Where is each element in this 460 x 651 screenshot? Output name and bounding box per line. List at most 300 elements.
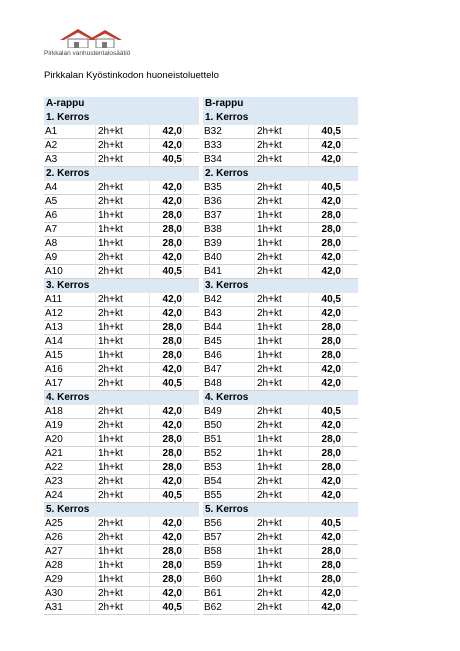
empty-cell bbox=[342, 531, 358, 545]
empty-cell bbox=[342, 489, 358, 503]
apartment-type: 2h+kt bbox=[254, 293, 308, 307]
apartment-type: 2h+kt bbox=[95, 363, 149, 377]
empty-cell bbox=[183, 209, 199, 223]
empty-cell bbox=[342, 293, 358, 307]
apartment-area: 28,0 bbox=[149, 545, 183, 559]
table-row bbox=[44, 251, 199, 265]
floor-header: 4. Kerros bbox=[203, 391, 358, 405]
apartment-id: B37 bbox=[203, 209, 254, 223]
apartment-id: A13 bbox=[44, 321, 95, 335]
empty-cell bbox=[183, 293, 199, 307]
apartment-type: 1h+kt bbox=[95, 321, 149, 335]
apartment-id: B53 bbox=[203, 461, 254, 475]
apartment-id: A25 bbox=[44, 517, 95, 531]
apartment-area: 40,5 bbox=[308, 125, 342, 139]
apartment-area: 42,0 bbox=[308, 419, 342, 433]
apartment-id: A16 bbox=[44, 363, 95, 377]
apartment-type: 2h+kt bbox=[254, 587, 308, 601]
empty-cell bbox=[183, 447, 199, 461]
apartment-type: 2h+kt bbox=[254, 181, 308, 195]
table-row bbox=[203, 181, 358, 195]
table-row bbox=[44, 461, 199, 475]
empty-cell bbox=[342, 335, 358, 349]
apartment-type: 2h+kt bbox=[254, 125, 308, 139]
table-row bbox=[203, 307, 358, 321]
empty-cell bbox=[342, 363, 358, 377]
apartment-id: A27 bbox=[44, 545, 95, 559]
empty-cell bbox=[183, 265, 199, 279]
apartment-area: 28,0 bbox=[149, 433, 183, 447]
apartment-type: 2h+kt bbox=[95, 181, 149, 195]
apartment-id: B39 bbox=[203, 237, 254, 251]
apartment-id: A7 bbox=[44, 223, 95, 237]
apartment-id: A3 bbox=[44, 153, 95, 167]
empty-cell bbox=[183, 237, 199, 251]
apartment-type: 2h+kt bbox=[254, 139, 308, 153]
apartment-type: 2h+kt bbox=[95, 531, 149, 545]
apartment-type: 2h+kt bbox=[254, 153, 308, 167]
apartment-type: 1h+kt bbox=[254, 573, 308, 587]
apartment-type: 2h+kt bbox=[95, 251, 149, 265]
table-row bbox=[203, 265, 358, 279]
table-row bbox=[203, 377, 358, 391]
table-row bbox=[44, 153, 199, 167]
floor-header: 1. Kerros bbox=[44, 111, 199, 125]
table-row bbox=[203, 531, 358, 545]
apartment-id: B62 bbox=[203, 601, 254, 615]
apartment-area: 28,0 bbox=[149, 321, 183, 335]
apartment-area: 28,0 bbox=[149, 447, 183, 461]
table-row bbox=[203, 223, 358, 237]
empty-cell bbox=[183, 461, 199, 475]
table-row bbox=[203, 209, 358, 223]
apartment-area: 42,0 bbox=[149, 125, 183, 139]
apartment-area: 28,0 bbox=[149, 237, 183, 251]
apartment-area: 42,0 bbox=[149, 587, 183, 601]
table-row bbox=[203, 405, 358, 419]
table-row bbox=[44, 237, 199, 251]
stairwell-header: B-rappu bbox=[203, 97, 358, 111]
table-row bbox=[44, 195, 199, 209]
apartment-id: A9 bbox=[44, 251, 95, 265]
table-row bbox=[44, 489, 199, 503]
floor-header: 1. Kerros bbox=[203, 111, 358, 125]
empty-cell bbox=[342, 223, 358, 237]
floor-header: 3. Kerros bbox=[203, 279, 358, 293]
empty-cell bbox=[342, 237, 358, 251]
apartment-area: 42,0 bbox=[149, 405, 183, 419]
floor-header: 5. Kerros bbox=[44, 503, 199, 517]
apartment-id: A31 bbox=[44, 601, 95, 615]
apartment-id: B44 bbox=[203, 321, 254, 335]
table-row bbox=[44, 293, 199, 307]
apartment-id: B47 bbox=[203, 363, 254, 377]
apartment-type: 2h+kt bbox=[95, 125, 149, 139]
empty-cell bbox=[342, 419, 358, 433]
floor-header: 2. Kerros bbox=[44, 167, 199, 181]
apartment-id: B59 bbox=[203, 559, 254, 573]
apartment-type: 1h+kt bbox=[254, 223, 308, 237]
floor-header: 5. Kerros bbox=[203, 503, 358, 517]
table-row bbox=[203, 461, 358, 475]
apartment-area: 28,0 bbox=[308, 335, 342, 349]
apartment-id: B42 bbox=[203, 293, 254, 307]
apartment-type: 2h+kt bbox=[254, 517, 308, 531]
apartment-id: B40 bbox=[203, 251, 254, 265]
table-row bbox=[203, 545, 358, 559]
apartment-id: B43 bbox=[203, 307, 254, 321]
apartment-area: 42,0 bbox=[149, 293, 183, 307]
apartment-type: 1h+kt bbox=[254, 349, 308, 363]
empty-cell bbox=[342, 265, 358, 279]
floor-header: 3. Kerros bbox=[44, 279, 199, 293]
table-row bbox=[203, 475, 358, 489]
apartment-id: B56 bbox=[203, 517, 254, 531]
apartment-type: 1h+kt bbox=[95, 335, 149, 349]
apartment-area: 28,0 bbox=[149, 349, 183, 363]
apartment-id: A23 bbox=[44, 475, 95, 489]
apartment-area: 28,0 bbox=[308, 433, 342, 447]
apartment-area: 42,0 bbox=[149, 251, 183, 265]
floor-header: 4. Kerros bbox=[44, 391, 199, 405]
apartment-area: 40,5 bbox=[308, 293, 342, 307]
apartment-area: 28,0 bbox=[308, 237, 342, 251]
apartment-area: 42,0 bbox=[149, 363, 183, 377]
apartment-id: A22 bbox=[44, 461, 95, 475]
apartment-id: B54 bbox=[203, 475, 254, 489]
apartment-type: 2h+kt bbox=[95, 139, 149, 153]
apartment-area: 28,0 bbox=[149, 573, 183, 587]
table-row bbox=[203, 349, 358, 363]
empty-cell bbox=[183, 363, 199, 377]
apartment-type: 2h+kt bbox=[95, 153, 149, 167]
apartment-id: A11 bbox=[44, 293, 95, 307]
empty-cell bbox=[342, 475, 358, 489]
table-row bbox=[44, 475, 199, 489]
apartment-area: 28,0 bbox=[308, 349, 342, 363]
table-row bbox=[44, 181, 199, 195]
apartment-type: 1h+kt bbox=[95, 461, 149, 475]
apartment-id: A2 bbox=[44, 139, 95, 153]
apartment-area: 42,0 bbox=[149, 139, 183, 153]
empty-cell bbox=[183, 517, 199, 531]
empty-cell bbox=[342, 139, 358, 153]
apartment-area: 42,0 bbox=[308, 195, 342, 209]
stairwell-a-column bbox=[44, 97, 199, 615]
apartment-area: 42,0 bbox=[149, 195, 183, 209]
empty-cell bbox=[342, 587, 358, 601]
apartment-id: A30 bbox=[44, 587, 95, 601]
apartment-id: B49 bbox=[203, 405, 254, 419]
apartment-type: 1h+kt bbox=[95, 349, 149, 363]
apartment-id: B52 bbox=[203, 447, 254, 461]
apartment-type: 1h+kt bbox=[95, 433, 149, 447]
table-row bbox=[203, 587, 358, 601]
empty-cell bbox=[183, 433, 199, 447]
houses-logo-icon bbox=[58, 26, 128, 48]
empty-cell bbox=[342, 377, 358, 391]
empty-cell bbox=[183, 573, 199, 587]
empty-cell bbox=[183, 139, 199, 153]
apartment-area: 42,0 bbox=[149, 531, 183, 545]
empty-cell bbox=[342, 195, 358, 209]
table-row bbox=[44, 559, 199, 573]
apartment-area: 40,5 bbox=[149, 489, 183, 503]
apartment-id: B46 bbox=[203, 349, 254, 363]
empty-cell bbox=[342, 209, 358, 223]
table-row bbox=[203, 237, 358, 251]
organization-name: Pirkkalan vanhustentalosäätiö bbox=[44, 50, 131, 57]
table-row bbox=[44, 587, 199, 601]
table-row bbox=[203, 125, 358, 139]
apartment-area: 42,0 bbox=[308, 139, 342, 153]
apartment-area: 28,0 bbox=[308, 223, 342, 237]
apartment-type: 2h+kt bbox=[254, 195, 308, 209]
empty-cell bbox=[183, 349, 199, 363]
table-row bbox=[44, 139, 199, 153]
apartment-type: 2h+kt bbox=[254, 531, 308, 545]
apartment-id: B34 bbox=[203, 153, 254, 167]
empty-cell bbox=[342, 349, 358, 363]
apartment-type: 2h+kt bbox=[95, 475, 149, 489]
apartment-type: 2h+kt bbox=[95, 489, 149, 503]
apartment-type: 2h+kt bbox=[95, 419, 149, 433]
apartment-area: 40,5 bbox=[149, 377, 183, 391]
table-row bbox=[44, 265, 199, 279]
apartment-id: B35 bbox=[203, 181, 254, 195]
table-row bbox=[44, 545, 199, 559]
apartment-id: A14 bbox=[44, 335, 95, 349]
organization-logo bbox=[44, 26, 164, 62]
apartment-area: 28,0 bbox=[308, 321, 342, 335]
table-row bbox=[203, 363, 358, 377]
apartment-area: 28,0 bbox=[308, 545, 342, 559]
empty-cell bbox=[183, 419, 199, 433]
apartment-type: 1h+kt bbox=[254, 335, 308, 349]
apartment-area: 28,0 bbox=[308, 447, 342, 461]
empty-cell bbox=[342, 461, 358, 475]
apartment-type: 1h+kt bbox=[95, 223, 149, 237]
apartment-id: A17 bbox=[44, 377, 95, 391]
table-row bbox=[203, 251, 358, 265]
empty-cell bbox=[183, 321, 199, 335]
apartment-type: 1h+kt bbox=[254, 545, 308, 559]
apartment-type: 2h+kt bbox=[254, 489, 308, 503]
apartment-area: 42,0 bbox=[308, 601, 342, 615]
apartment-id: B41 bbox=[203, 265, 254, 279]
table-row bbox=[44, 321, 199, 335]
empty-cell bbox=[342, 573, 358, 587]
apartment-type: 1h+kt bbox=[254, 237, 308, 251]
empty-cell bbox=[183, 307, 199, 321]
table-row bbox=[44, 307, 199, 321]
empty-cell bbox=[342, 517, 358, 531]
apartment-type: 2h+kt bbox=[254, 265, 308, 279]
apartment-type: 1h+kt bbox=[254, 209, 308, 223]
empty-cell bbox=[342, 405, 358, 419]
apartment-area: 42,0 bbox=[308, 587, 342, 601]
empty-cell bbox=[183, 377, 199, 391]
table-row bbox=[203, 489, 358, 503]
table-row bbox=[203, 601, 358, 615]
apartment-area: 42,0 bbox=[308, 475, 342, 489]
apartment-type: 1h+kt bbox=[254, 321, 308, 335]
apartment-id: A18 bbox=[44, 405, 95, 419]
apartment-type: 1h+kt bbox=[95, 545, 149, 559]
apartment-id: B51 bbox=[203, 433, 254, 447]
apartment-area: 42,0 bbox=[308, 153, 342, 167]
apartment-type: 1h+kt bbox=[95, 573, 149, 587]
table-row bbox=[203, 419, 358, 433]
empty-cell bbox=[342, 251, 358, 265]
apartment-type: 1h+kt bbox=[254, 559, 308, 573]
apartment-id: B50 bbox=[203, 419, 254, 433]
empty-cell bbox=[342, 153, 358, 167]
apartment-id: B58 bbox=[203, 545, 254, 559]
apartment-type: 2h+kt bbox=[95, 377, 149, 391]
apartment-type: 2h+kt bbox=[254, 363, 308, 377]
table-row bbox=[44, 573, 199, 587]
apartment-type: 2h+kt bbox=[254, 601, 308, 615]
apartment-area: 40,5 bbox=[308, 517, 342, 531]
apartment-type: 2h+kt bbox=[95, 195, 149, 209]
apartment-id: B57 bbox=[203, 531, 254, 545]
apartment-id: A26 bbox=[44, 531, 95, 545]
table-row bbox=[44, 349, 199, 363]
apartment-id: B36 bbox=[203, 195, 254, 209]
apartment-area: 42,0 bbox=[308, 531, 342, 545]
apartment-id: B32 bbox=[203, 125, 254, 139]
apartment-id: A24 bbox=[44, 489, 95, 503]
empty-cell bbox=[342, 125, 358, 139]
apartment-type: 2h+kt bbox=[254, 377, 308, 391]
apartment-id: A8 bbox=[44, 237, 95, 251]
empty-cell bbox=[342, 321, 358, 335]
apartment-area: 42,0 bbox=[308, 265, 342, 279]
table-row bbox=[203, 321, 358, 335]
apartment-id: B61 bbox=[203, 587, 254, 601]
table-row bbox=[44, 209, 199, 223]
table-row bbox=[203, 559, 358, 573]
apartment-id: A21 bbox=[44, 447, 95, 461]
table-row bbox=[203, 573, 358, 587]
apartment-area: 42,0 bbox=[149, 181, 183, 195]
apartment-area: 42,0 bbox=[308, 251, 342, 265]
table-row bbox=[203, 195, 358, 209]
table-row bbox=[203, 447, 358, 461]
apartment-area: 28,0 bbox=[149, 335, 183, 349]
apartment-id: A5 bbox=[44, 195, 95, 209]
empty-cell bbox=[342, 447, 358, 461]
apartment-area: 42,0 bbox=[149, 419, 183, 433]
empty-cell bbox=[183, 587, 199, 601]
document-title: Pirkkalan Kyöstinkodon huoneistoluettelo bbox=[44, 70, 219, 81]
apartment-type: 1h+kt bbox=[254, 461, 308, 475]
empty-cell bbox=[183, 195, 199, 209]
stairwell-b-column bbox=[203, 97, 358, 615]
apartment-type: 2h+kt bbox=[95, 517, 149, 531]
apartment-type: 2h+kt bbox=[95, 405, 149, 419]
empty-cell bbox=[183, 601, 199, 615]
apartment-area: 28,0 bbox=[308, 209, 342, 223]
apartment-area: 40,5 bbox=[308, 405, 342, 419]
apartment-area: 42,0 bbox=[308, 307, 342, 321]
apartment-type: 2h+kt bbox=[254, 405, 308, 419]
apartment-type: 1h+kt bbox=[254, 433, 308, 447]
table-row bbox=[44, 335, 199, 349]
apartment-area: 28,0 bbox=[308, 573, 342, 587]
apartment-area: 40,5 bbox=[149, 265, 183, 279]
empty-cell bbox=[183, 181, 199, 195]
apartment-id: B48 bbox=[203, 377, 254, 391]
apartment-table bbox=[44, 97, 358, 615]
empty-cell bbox=[183, 475, 199, 489]
empty-cell bbox=[183, 405, 199, 419]
apartment-id: B45 bbox=[203, 335, 254, 349]
apartment-id: A1 bbox=[44, 125, 95, 139]
table-row bbox=[44, 419, 199, 433]
apartment-area: 42,0 bbox=[149, 307, 183, 321]
table-row bbox=[44, 377, 199, 391]
apartment-id: A12 bbox=[44, 307, 95, 321]
empty-cell bbox=[183, 251, 199, 265]
table-row bbox=[203, 517, 358, 531]
table-row bbox=[44, 447, 199, 461]
empty-cell bbox=[183, 223, 199, 237]
stairwell-header: A-rappu bbox=[44, 97, 199, 111]
apartment-type: 2h+kt bbox=[254, 475, 308, 489]
table-row bbox=[203, 433, 358, 447]
apartment-type: 1h+kt bbox=[95, 209, 149, 223]
empty-cell bbox=[183, 559, 199, 573]
apartment-type: 2h+kt bbox=[95, 587, 149, 601]
floor-header: 2. Kerros bbox=[203, 167, 358, 181]
apartment-area: 42,0 bbox=[308, 363, 342, 377]
table-row bbox=[44, 405, 199, 419]
apartment-area: 28,0 bbox=[308, 461, 342, 475]
apartment-type: 2h+kt bbox=[95, 293, 149, 307]
empty-cell bbox=[342, 433, 358, 447]
table-row bbox=[44, 223, 199, 237]
apartment-area: 28,0 bbox=[308, 559, 342, 573]
table-row bbox=[44, 363, 199, 377]
apartment-id: B38 bbox=[203, 223, 254, 237]
apartment-id: A4 bbox=[44, 181, 95, 195]
apartment-area: 28,0 bbox=[149, 559, 183, 573]
empty-cell bbox=[183, 335, 199, 349]
empty-cell bbox=[342, 181, 358, 195]
apartment-id: A6 bbox=[44, 209, 95, 223]
table-row bbox=[203, 153, 358, 167]
apartment-area: 40,5 bbox=[308, 181, 342, 195]
apartment-type: 1h+kt bbox=[95, 559, 149, 573]
apartment-area: 40,5 bbox=[149, 153, 183, 167]
apartment-type: 2h+kt bbox=[95, 265, 149, 279]
empty-cell bbox=[183, 153, 199, 167]
apartment-area: 28,0 bbox=[149, 223, 183, 237]
table-row bbox=[203, 139, 358, 153]
apartment-id: A20 bbox=[44, 433, 95, 447]
empty-cell bbox=[342, 307, 358, 321]
empty-cell bbox=[183, 489, 199, 503]
apartment-area: 28,0 bbox=[149, 209, 183, 223]
apartment-area: 42,0 bbox=[308, 377, 342, 391]
apartment-area: 40,5 bbox=[149, 601, 183, 615]
empty-cell bbox=[342, 559, 358, 573]
table-row bbox=[203, 335, 358, 349]
table-row bbox=[203, 293, 358, 307]
apartment-id: B33 bbox=[203, 139, 254, 153]
